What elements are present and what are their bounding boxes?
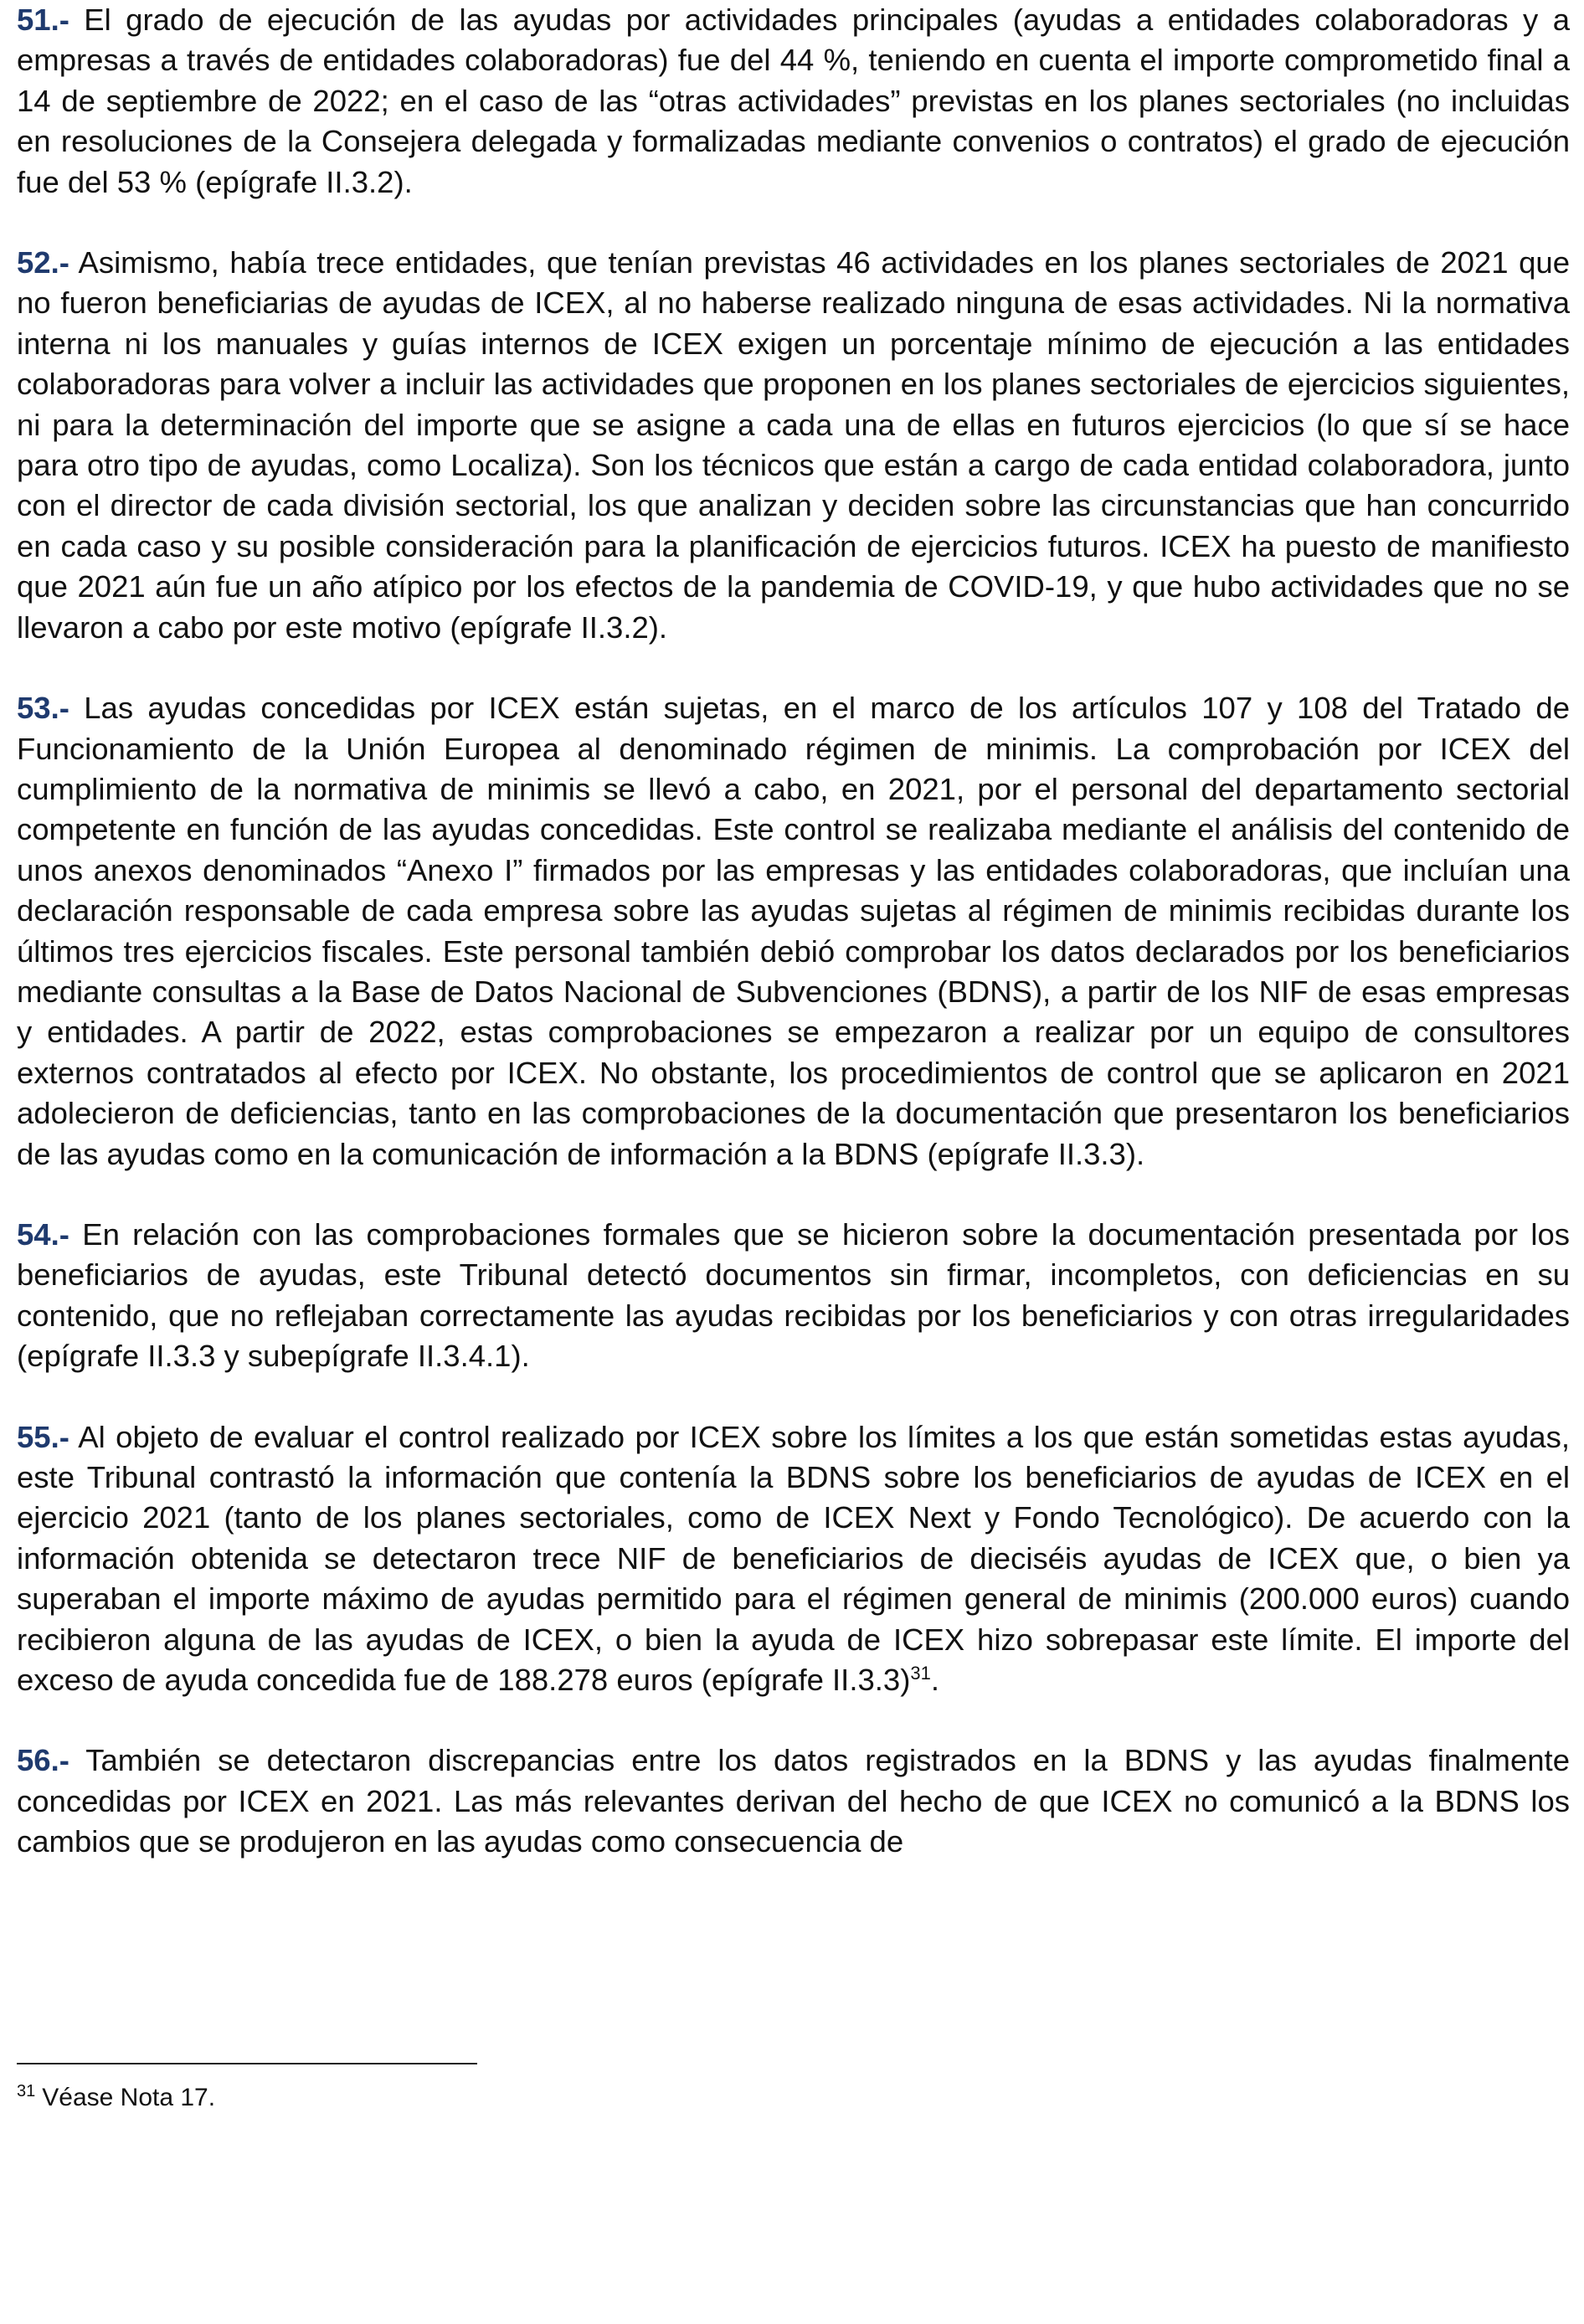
footnote [17, 2081, 215, 2115]
paragraph-text: Al objeto de evaluar el control realizado por ICEX sobre los límites a los que están sometidas estas ayudas, este Tribunal contrastó la información que contenía la BDNS sobre los beneficiarios de ayudas de ICEX en el ejercicio 2021 (tanto de los planes sectoriales, como de ICEX Next y Fondo Tecnológico). De acuerdo con la información obtenida se detectaron trece NIF de beneficiarios de dieciséis ayudas de ICEX que, o bien ya superaban el importe máximo de ayudas permitido para el régimen general de minimis (200.000 euros) cuando recibieron alguna de las ayudas de ICEX, o bien la ayuda de ICEX hizo sobrepasar este límite. El importe del exceso de ayuda concedida fue de 188.278 euros (epígrafe II.3.3) [17, 1419, 1570, 1698]
paragraph-52 [17, 243, 1570, 648]
paragraph-51 [17, 0, 1570, 203]
paragraph-number: 52.- [17, 245, 69, 280]
paragraph-number: 55.- [17, 1419, 69, 1454]
paragraph-text: Asimismo, había trece entidades, que tenían previstas 46 actividades en los planes sectoriales de 2021 que no fueron beneficiarias de ayudas de ICEX, al no haberse realizado ninguna de esas actividades. Ni la normativa interna ni los manuales y guías internos de ICEX exigen un porcentaje mínimo de ejecución a las entidades colaboradoras para volver a incluir las actividades que proponen en los planes sectoriales de ejercicios siguientes, ni para la determinación del importe que se asigne a cada una de ellas en futuros ejercicios (lo que sí se hace para otro tipo de ayudas, como Localiza). Son los técnicos que están a cargo de cada entidad colaboradora, junto con el director de cada división sectorial, los que analizan y deciden sobre las circunstancias que han concurrido en cada caso y su posible consideración para la planificación de ejercicios futuros. ICEX ha puesto de manifiesto que 2021 aún fue un año atípico por los efectos de la pandemia de COVID-19, y que hubo actividades que no se llevaron a cabo por este motivo (epígrafe II.3.2). [17, 245, 1570, 645]
paragraph-56 [17, 1740, 1570, 1862]
paragraph-number: 51.- [17, 3, 69, 37]
footnote-divider [17, 2063, 477, 2064]
document-page [17, 0, 1570, 1903]
paragraph-55 [17, 1417, 1570, 1701]
paragraph-number: 56.- [17, 1743, 69, 1778]
paragraph-54 [17, 1215, 1570, 1377]
footnote-text: Véase Nota 17. [42, 2084, 216, 2111]
footnote-number: 31 [17, 2082, 36, 2100]
paragraph-53 [17, 688, 1570, 1175]
paragraph-number: 53.- [17, 691, 69, 726]
paragraph-text: El grado de ejecución de las ayudas por actividades principales (ayudas a entidades colaboradoras y a empresas a través de entidades colaboradoras) fue del 44 %, teniendo en cuenta el importe comprometido final a 14 de septiembre de 2022; en el caso de las “otras actividades” previstas en los planes sectoriales (no incluidas en resoluciones de la Consejera delegada y formalizadas mediante convenios o contratos) el grado de ejecución fue del 53 % (epígrafe II.3.2). [17, 3, 1570, 199]
paragraph-text: También se detectaron discrepancias entre los datos registrados en la BDNS y las ayudas finalmente concedidas por ICEX en 2021. Las más relevantes derivan del hecho de que ICEX no comunicó a la BDNS los cambios que se produjeron en las ayudas como consecuencia de [17, 1743, 1570, 1859]
paragraph-number: 54.- [17, 1216, 69, 1252]
footnote-reference[interactable]: 31 [910, 1662, 931, 1684]
paragraph-text: Las ayudas concedidas por ICEX están sujetas, en el marco de los artículos 107 y 108 del Tratado de Funcionamiento de la Unión Europea al denominado régimen de minimis. La comprobación por ICEX del cumplimiento de la normativa de minimis se llevó a cabo, en 2021, por el personal del departamento sectorial competente en función de las ayudas concedidas. Este control se realizaba mediante el análisis del contenido de unos anexos denominados “Anexo I” firmados por las empresas y las entidades colaboradoras, que incluían una declaración responsable de cada empresa sobre las ayudas sujetas al régimen de minimis recibidas durante los últimos tres ejercicios fiscales. Este personal también debió comprobar los datos declarados por los beneficiarios mediante consultas a la Base de Datos Nacional de Subvenciones (BDNS), a partir de los NIF de esas empresas y entidades. A partir de 2022, estas comprobaciones se empezaron a realizar por un equipo de consultores externos contratados al efecto por ICEX. No obstante, los procedimientos de control que se aplicaron en 2021 adolecieron de deficiencias, tanto en las comprobaciones de la documentación que presentaron los beneficiarios de las ayudas como en la comunicación de información a la BDNS (epígrafe II.3.3). [17, 691, 1570, 1171]
paragraph-trailing-punctuation: . [930, 1663, 939, 1698]
paragraph-text: En relación con las comprobaciones formales que se hicieron sobre la documentación presentada por los beneficiarios de ayudas, este Tribunal detectó documentos sin firmar, incompletos, con deficiencias en su contenido, que no reflejaban correctamente las ayudas recibidas por los beneficiarios y con otras irregularidades (epígrafe II.3.3 y subepígrafe II.3.4.1). [17, 1216, 1570, 1374]
